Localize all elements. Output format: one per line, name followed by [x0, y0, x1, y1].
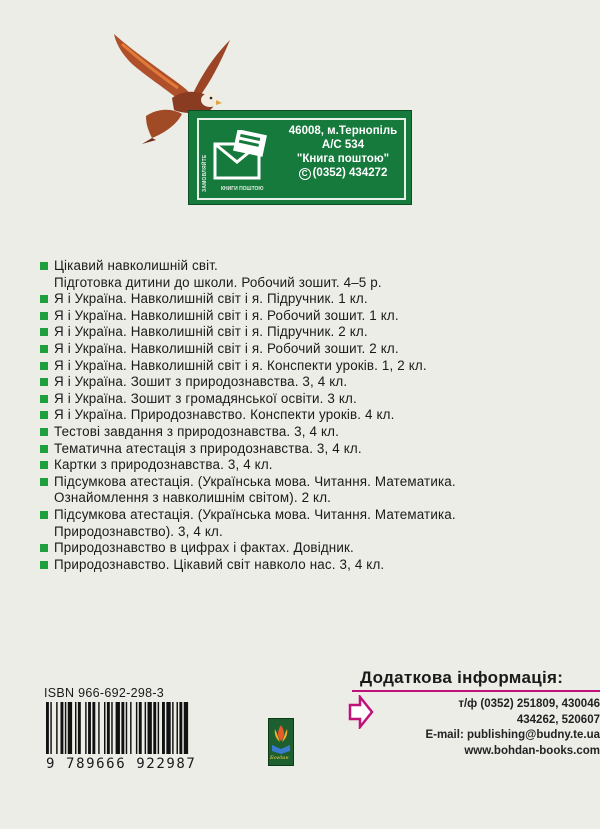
barcode-bar	[85, 702, 86, 754]
barcode-bar	[153, 702, 156, 754]
catalog-item-text: Я і Україна. Навколишній світ і я. Підручник. 1 кл.	[54, 291, 368, 307]
catalog-item-text: Я і Україна. Природознавство. Конспекти уроків. 4 кл.	[54, 407, 395, 423]
catalog-item-text: Тестові завдання з природознавства. 3, 4 кл.	[54, 423, 339, 439]
barcode-bar	[50, 702, 51, 754]
barcode-bar	[145, 702, 146, 754]
barcode-bar	[56, 702, 57, 754]
bullet-square-icon	[40, 362, 48, 370]
publisher-logo	[268, 718, 294, 766]
barcode-bar	[158, 702, 159, 754]
barcode-bar	[184, 702, 188, 754]
barcode-bar	[98, 702, 99, 754]
po-box-line: А/С 534	[321, 139, 365, 151]
barcode-bar	[104, 702, 105, 754]
bullet-square-icon	[40, 295, 48, 303]
barcode-bar	[126, 702, 127, 754]
bullet-square-icon	[40, 345, 48, 353]
contact-line: т/ф (0352) 251809, 430046	[458, 698, 600, 710]
barcode-bar	[139, 702, 142, 754]
bullet-square-icon	[40, 445, 48, 453]
mail-order-frame	[197, 118, 406, 200]
mail-order-box	[188, 110, 412, 205]
bullet-square-icon	[40, 478, 48, 486]
publisher-name: Богдан	[270, 755, 289, 761]
catalog-item-text: Я і Україна. Зошит з природознавства. 3, 4 кл.	[54, 374, 348, 390]
catalog-item-text: Я і Україна. Навколишній світ і я. Конспекти уроків. 1, 2 кл.	[54, 357, 427, 373]
barcode-bar	[130, 702, 131, 754]
barcode-bar	[65, 702, 66, 754]
catalog-item	[40, 407, 585, 424]
phone-number: (0352) 434272	[312, 167, 388, 179]
catalog-item	[40, 374, 585, 391]
barcode-bar	[166, 702, 170, 754]
catalog-item	[40, 474, 585, 507]
catalog-item-text: Підсумкова атестація. (Українська мова. Читання. Математика. Ознайомлення з навколишнім світом). 2 кл.	[54, 473, 456, 506]
barcode-bar	[172, 702, 173, 754]
contact-line: E-mail: publishing@budny.te.ua	[425, 729, 600, 741]
mail-order-address	[285, 124, 401, 180]
envelope-book-icon	[213, 130, 273, 182]
catalog-item	[40, 358, 585, 375]
barcode-bar	[75, 702, 76, 754]
barcode-bar	[46, 702, 49, 754]
catalog-item	[40, 441, 585, 458]
bullet-square-icon	[40, 511, 48, 519]
catalog-item-text: Я і Україна. Навколишній світ і я. Робочий зошит. 2 кл.	[54, 340, 399, 356]
barcode-bar	[61, 702, 64, 754]
catalog-item	[40, 308, 585, 325]
arrow-right-icon	[348, 695, 374, 729]
catalog-item	[40, 507, 585, 540]
accent-strip	[352, 690, 600, 692]
ean-number: 9 789666 922987	[46, 756, 197, 772]
catalog-item-text: Природознавство. Цікавий світ навколо нас. 3, 4 кл.	[54, 556, 385, 572]
bullet-square-icon	[40, 312, 48, 320]
bullet-square-icon	[40, 411, 48, 419]
barcode-bar	[88, 702, 91, 754]
catalog-item	[40, 457, 585, 474]
isbn-label: ISBN 966-692-298-3	[44, 686, 165, 700]
bullet-square-icon	[40, 428, 48, 436]
catalog-item-text: Природознавство в цифрах і фактах. Довідник.	[54, 540, 354, 556]
book-emblem-icon	[269, 721, 293, 755]
copyright-icon: C	[299, 168, 311, 180]
catalog-item-text: Я і Україна. Навколишній світ і я. Робочий зошит. 1 кл.	[54, 307, 399, 323]
phone-line	[285, 166, 401, 180]
mail-order-side-label: ЗАМОВЛЯЙТЕ	[202, 154, 208, 192]
catalog-item	[40, 391, 585, 408]
bullet-square-icon	[40, 461, 48, 469]
address-line: 46008, м.Тернопіль	[288, 125, 398, 137]
barcode-bar	[121, 702, 124, 754]
catalog-item	[40, 258, 585, 275]
bullet-square-icon	[40, 561, 48, 569]
contact-line: 434262, 520607	[516, 713, 600, 726]
catalog-item	[40, 540, 585, 557]
contact-line: www.bohdan-books.com	[464, 744, 600, 757]
catalog-item	[40, 341, 585, 358]
catalog-item-text: Цікавий навколишній світ.	[54, 258, 218, 273]
barcode-bar	[68, 702, 72, 754]
catalog-item	[40, 291, 585, 308]
barcode	[44, 702, 244, 756]
barcode-bar	[177, 702, 178, 754]
bullet-square-icon	[40, 395, 48, 403]
catalog-item	[40, 324, 585, 341]
catalog-item-text: Картки з природознавства. 3, 4 кл.	[54, 457, 273, 473]
barcode-bar	[111, 702, 112, 754]
barcode-bar	[136, 702, 137, 754]
catalog-item	[40, 557, 585, 574]
bullet-square-icon	[40, 328, 48, 336]
barcode-bar	[78, 702, 81, 754]
bullet-square-icon	[40, 262, 48, 270]
catalog-item-text: Підготовка дитини до школи. Робочий зошит. 4–5 р.	[54, 274, 382, 290]
bullet-square-icon	[40, 544, 48, 552]
catalog-item-text: Я і Україна. Навколишній світ і я. Підручник. 2 кл.	[54, 324, 368, 340]
mail-order-logo-caption: КНИГИ ПОШТОЮ	[221, 186, 264, 192]
barcode-bar	[92, 702, 95, 754]
catalog-item-text: Тематична атестація з природознавства. 3, 4 кл.	[54, 440, 362, 456]
barcode-bar	[148, 702, 152, 754]
service-line: "Книга поштою"	[296, 153, 390, 165]
bullet-square-icon	[40, 378, 48, 386]
barcode-bar	[179, 702, 182, 754]
additional-info-title: Додаткова інформація:	[360, 668, 564, 687]
book-catalog-list	[40, 258, 585, 573]
barcode-bar	[116, 702, 120, 754]
catalog-item	[40, 424, 585, 441]
catalog-item-text: Підсумкова атестація. (Українська мова. Читання. Математика. Природознавство). 3, 4 кл.	[54, 506, 456, 539]
barcode-bar	[162, 702, 165, 754]
catalog-item	[40, 275, 585, 292]
barcode-bar	[107, 702, 110, 754]
catalog-item-text: Я і Україна. Зошит з громадянської освіти. 3 кл.	[54, 390, 357, 406]
contact-info	[372, 697, 600, 759]
